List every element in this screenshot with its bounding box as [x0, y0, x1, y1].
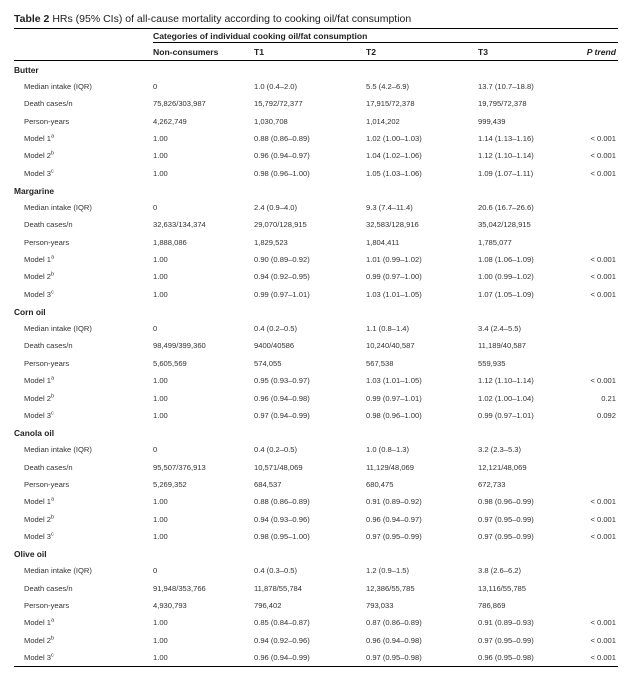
row-label-text: Death cases/n [24, 341, 73, 351]
footnote-marker: a [51, 254, 55, 261]
table-row [14, 95, 618, 112]
row-label [24, 653, 54, 662]
footnote-marker: b [51, 514, 55, 521]
row-label [24, 463, 73, 472]
cell-nonconsumers: 1.00 [153, 151, 168, 161]
table-title [14, 12, 618, 26]
cell-t3: 19,795/72,378 [478, 99, 527, 109]
row-label [24, 272, 54, 281]
cell-t1: 0.4 (0.2–0.5) [254, 445, 298, 455]
table-row [14, 355, 618, 372]
col-header-ptrend: P trend [586, 47, 616, 57]
footnote-marker: b [51, 150, 55, 157]
cell-t3: 0.97 (0.95–0.99) [478, 531, 534, 541]
group-header [14, 182, 618, 199]
row-label [24, 169, 54, 178]
footnote-marker: b [51, 392, 55, 399]
cell-t2: 5.5 (4.2–6.9) [366, 82, 410, 91]
row-label [24, 134, 54, 143]
row-label-text: Model 2 [24, 393, 52, 403]
footnote-marker: b [51, 271, 55, 278]
cell-ptrend: < 0.001 [590, 168, 616, 178]
cell-t1: 0.94 (0.92–0.96) [254, 635, 310, 645]
row-label-text: Model 1 [24, 497, 52, 507]
cell-t2: 0.91 (0.89–0.92) [366, 497, 422, 507]
cell-t2: 1,014,202 [366, 116, 400, 126]
row-label [24, 376, 54, 385]
cell-nonconsumers: 1.00 [153, 497, 168, 507]
cell-t1: 0.94 (0.92–0.95) [254, 272, 310, 282]
cell-t1: 0.96 (0.94–0.97) [254, 151, 310, 161]
header-category-row [14, 29, 618, 43]
cell-ptrend: 0.092 [596, 410, 616, 420]
table-row [14, 165, 618, 182]
footnote-marker: a [51, 496, 55, 503]
cell-t2: 567,538 [366, 358, 394, 368]
footnote-marker: c [51, 410, 54, 417]
row-label-text: Person-years [24, 600, 70, 610]
row-label [24, 584, 73, 593]
cell-t2: 1,804,411 [366, 237, 400, 247]
cell-nonconsumers: 1.00 [153, 514, 168, 524]
row-label-text: Model 2 [24, 514, 52, 524]
cell-t1: 0.4 (0.2–0.5) [254, 324, 298, 334]
cell-t1: 0.95 (0.93–0.97) [254, 376, 310, 386]
cell-t1: 574,055 [254, 358, 282, 368]
row-label-text: Death cases/n [24, 583, 73, 593]
group-name: Butter [14, 65, 39, 75]
cell-ptrend: < 0.001 [590, 531, 616, 541]
row-label [24, 203, 92, 212]
cell-ptrend: < 0.001 [590, 134, 616, 144]
cell-t3: 13,116/55,785 [478, 583, 526, 593]
cell-ptrend: < 0.001 [590, 151, 616, 161]
cell-t3: 999,439 [478, 116, 506, 126]
cell-nonconsumers: 91,948/353,766 [153, 583, 206, 593]
cell-t3: 0.97 (0.95–0.99) [478, 635, 534, 645]
row-label [24, 445, 92, 454]
cell-t1: 0.90 (0.89–0.92) [254, 255, 310, 265]
table-row [14, 130, 618, 147]
row-label [24, 82, 92, 91]
row-label [24, 618, 54, 627]
cell-nonconsumers: 75,826/303,987 [153, 99, 206, 109]
table-number: Table 2 [14, 13, 50, 25]
cell-t3: 1.12 (1.10–1.14) [478, 151, 534, 161]
row-label-text: Person-years [24, 358, 70, 368]
cell-t3: 0.97 (0.95–0.99) [478, 514, 534, 524]
table-row [14, 390, 618, 407]
cell-nonconsumers: 5,269,352 [153, 479, 187, 489]
cell-ptrend: < 0.001 [590, 652, 616, 662]
row-label-text: Death cases/n [24, 462, 73, 472]
cell-t1: 0.96 (0.94–0.98) [254, 393, 310, 403]
row-label-text: Model 3 [24, 289, 52, 299]
cell-t3: 1.08 (1.06–1.09) [478, 255, 534, 265]
row-label-text: Model 3 [24, 531, 52, 541]
cell-t2: 1.2 (0.9–1.5) [366, 566, 410, 576]
cell-t1: 1,829,523 [254, 237, 288, 247]
row-label-text: Model 3 [24, 410, 52, 420]
row-label [24, 220, 73, 229]
table-row [14, 614, 618, 631]
row-label-text: Model 2 [24, 635, 52, 645]
group-name: Olive oil [14, 549, 47, 560]
footnote-marker: a [51, 617, 55, 624]
cell-t1: 0.99 (0.97–1.01) [254, 289, 310, 299]
cell-nonconsumers: 1.00 [153, 255, 168, 265]
cell-t2: 0.96 (0.94–0.98) [366, 635, 422, 645]
group-header [14, 424, 618, 441]
col-header-t2: T2 [366, 47, 377, 57]
cell-t1: 684,537 [254, 479, 282, 489]
cell-nonconsumers: 1.00 [153, 635, 168, 645]
cell-nonconsumers: 0 [153, 324, 158, 334]
cell-t3: 1.02 (1.00–1.04) [478, 393, 534, 403]
footnote-marker: c [51, 652, 54, 659]
table-row [14, 337, 618, 354]
cell-t3: 0.96 (0.95–0.98) [478, 652, 534, 662]
cell-t1: 2.4 (0.9–4.0) [254, 203, 298, 213]
cell-t3: 0.99 (0.97–1.01) [478, 410, 534, 420]
cell-nonconsumers: 32,633/134,374 [153, 220, 206, 230]
row-label [24, 324, 92, 333]
cell-t3: 786,869 [478, 600, 506, 610]
row-label [24, 290, 54, 299]
table-row [14, 580, 618, 597]
cell-t1: 0.97 (0.94–0.99) [254, 410, 310, 420]
row-label-text: Model 1 [24, 618, 52, 628]
cell-t2: 1.01 (0.99–1.02) [366, 255, 422, 265]
cell-nonconsumers: 1.00 [153, 618, 168, 628]
group-header [14, 303, 618, 320]
table-row [14, 407, 618, 424]
table-row [14, 562, 618, 579]
cell-t3: 1.07 (1.05–1.09) [478, 289, 534, 299]
table-row [14, 597, 618, 614]
cell-nonconsumers: 1.00 [153, 134, 168, 144]
cell-nonconsumers: 0 [153, 566, 158, 576]
table-row [14, 113, 618, 130]
cell-t3: 35,042/128,915 [478, 220, 531, 230]
cell-t2: 0.87 (0.86–0.89) [366, 618, 422, 628]
row-label-text: Model 3 [24, 652, 52, 662]
cell-t2: 12,386/55,785 [366, 583, 415, 593]
table-caption: HRs (95% CIs) of all-cause mortality according to cooking oil/fat consumption [49, 13, 412, 25]
cell-t2: 1.02 (1.00–1.03) [366, 134, 422, 144]
footnote-marker: c [51, 531, 54, 538]
cell-t3: 1.00 (0.99–1.02) [478, 272, 534, 282]
cell-t3: 1,785,077 [478, 237, 512, 247]
table-row [14, 632, 618, 649]
cell-nonconsumers: 1.00 [153, 652, 168, 662]
cell-nonconsumers: 1.00 [153, 272, 168, 282]
row-label [24, 341, 73, 350]
footnote-marker: c [51, 168, 54, 175]
cell-t2: 10,240/40,587 [366, 341, 415, 351]
cell-t3: 1.14 (1.13–1.16) [478, 134, 534, 144]
row-label-text: Median intake (IQR) [24, 566, 92, 576]
bottom-rule [14, 666, 618, 667]
row-label-text: Model 1 [24, 376, 52, 386]
row-label [24, 636, 54, 645]
cell-ptrend: < 0.001 [590, 618, 616, 628]
table-row [14, 649, 618, 666]
cell-nonconsumers: 1.00 [153, 376, 168, 386]
cell-t3: 13.7 (10.7–18.8) [478, 82, 534, 91]
row-label [24, 480, 69, 489]
cell-t1: 9400/40586 [254, 341, 295, 351]
row-label-text: Median intake (IQR) [24, 203, 92, 213]
cell-t1: 15,792/72,377 [254, 99, 303, 109]
row-label-text: Model 2 [24, 272, 52, 282]
row-label-text: Median intake (IQR) [24, 445, 92, 455]
row-label-text: Person-years [24, 237, 70, 247]
row-label-text: Model 1 [24, 255, 52, 265]
row-label-text: Death cases/n [24, 99, 73, 109]
table-row [14, 268, 618, 285]
header-columns-row [14, 43, 618, 60]
cell-t1: 0.85 (0.84–0.87) [254, 618, 310, 628]
cell-t2: 0.97 (0.95–0.99) [366, 531, 422, 541]
table-row [14, 493, 618, 510]
cell-t3: 11,189/40,587 [478, 341, 526, 351]
cell-ptrend: < 0.001 [590, 376, 616, 386]
cell-nonconsumers: 1.00 [153, 410, 168, 420]
row-label-text: Model 2 [24, 151, 52, 161]
cell-nonconsumers: 0 [153, 203, 158, 213]
table-row [14, 286, 618, 303]
cell-ptrend: < 0.001 [590, 497, 616, 507]
cell-ptrend: < 0.001 [590, 635, 616, 645]
row-label-text: Person-years [24, 116, 70, 126]
cell-t2: 1.03 (1.01–1.05) [366, 289, 422, 299]
row-label [24, 532, 54, 541]
cell-t3: 3.4 (2.4–5.5) [478, 324, 522, 334]
cell-t2: 0.97 (0.95–0.98) [366, 652, 422, 662]
cell-t2: 0.96 (0.94–0.97) [366, 514, 422, 524]
cell-nonconsumers: 95,507/376,913 [153, 462, 206, 472]
cell-t2: 793,033 [366, 600, 394, 610]
table-row [14, 78, 618, 95]
cell-nonconsumers: 1,888,086 [153, 237, 187, 247]
cell-ptrend: < 0.001 [590, 289, 616, 299]
table-row [14, 511, 618, 528]
cell-ptrend: < 0.001 [590, 255, 616, 265]
cell-t2: 0.99 (0.97–1.00) [366, 272, 422, 282]
cell-t2: 680,475 [366, 479, 394, 489]
cell-t1: 0.98 (0.95–1.00) [254, 531, 310, 541]
cell-t1: 0.98 (0.96–1.00) [254, 168, 310, 178]
cell-t3: 559,935 [478, 358, 506, 368]
footnote-marker: b [51, 635, 55, 642]
cell-t2: 0.99 (0.97–1.01) [366, 393, 422, 403]
cell-t1: 1.0 (0.4–2.0) [254, 82, 298, 91]
cell-t3: 1.12 (1.10–1.14) [478, 376, 534, 386]
cell-t2: 32,583/128,916 [366, 220, 419, 230]
cell-nonconsumers: 4,262,749 [153, 116, 187, 126]
cell-t1: 11,878/55,784 [254, 583, 302, 593]
cell-nonconsumers: 4,930,793 [153, 600, 187, 610]
cell-t3: 1.09 (1.07–1.11) [478, 168, 534, 178]
row-label-text: Median intake (IQR) [24, 324, 92, 334]
cell-nonconsumers: 98,499/399,360 [153, 341, 206, 351]
table-row [14, 251, 618, 268]
row-label [24, 238, 69, 247]
cell-t1: 0.4 (0.3–0.5) [254, 566, 298, 576]
footnote-marker: c [51, 289, 54, 296]
cell-t2: 17,915/72,378 [366, 99, 415, 109]
cell-t1: 0.94 (0.93–0.96) [254, 514, 310, 524]
table-body [14, 61, 618, 666]
table-row [14, 459, 618, 476]
table-row [14, 528, 618, 545]
row-label [24, 117, 69, 126]
row-label [24, 601, 69, 610]
row-label-text: Person-years [24, 479, 70, 489]
cell-t3: 12,121/48,069 [478, 462, 527, 472]
table-row [14, 147, 618, 164]
cell-t2: 9.3 (7.4–11.4) [366, 203, 413, 213]
cell-nonconsumers: 1.00 [153, 531, 168, 541]
table-document [14, 12, 618, 667]
cell-nonconsumers: 1.00 [153, 168, 168, 178]
cell-t3: 20.6 (16.7–26.6) [478, 203, 534, 213]
cell-nonconsumers: 0 [153, 82, 158, 91]
cell-t1: 0.88 (0.86–0.89) [254, 134, 310, 144]
row-label [24, 255, 54, 264]
cell-t2: 11,129/48,069 [366, 462, 414, 472]
row-label-text: Model 3 [24, 168, 52, 178]
cell-t3: 0.91 (0.89–0.93) [478, 618, 534, 628]
table-row [14, 476, 618, 493]
cell-t2: 0.98 (0.96–1.00) [366, 410, 422, 420]
cell-t1: 29,070/128,915 [254, 220, 307, 230]
cell-ptrend: < 0.001 [590, 514, 616, 524]
row-label [24, 99, 73, 108]
row-label [24, 151, 54, 160]
table-row [14, 372, 618, 389]
table-row [14, 234, 618, 251]
cell-nonconsumers: 5,605,569 [153, 358, 187, 368]
row-label [24, 411, 54, 420]
group-header [14, 545, 618, 562]
col-header-t3: T3 [478, 47, 489, 57]
cell-ptrend: 0.21 [601, 393, 616, 403]
cell-nonconsumers: 0 [153, 445, 158, 455]
cell-t1: 0.96 (0.94–0.99) [254, 652, 310, 662]
cell-t3: 3.8 (2.6–6.2) [478, 566, 522, 576]
cell-t2: 1.04 (1.02–1.06) [366, 151, 422, 161]
cell-t1: 796,402 [254, 600, 282, 610]
category-header: Categories of individual cooking oil/fat consumption [153, 31, 368, 41]
cell-t2: 1.03 (1.01–1.05) [366, 376, 422, 386]
cell-t1: 0.88 (0.86–0.89) [254, 497, 310, 507]
cell-t2: 1.05 (1.03–1.06) [366, 168, 422, 178]
table-row [14, 216, 618, 233]
cell-nonconsumers: 1.00 [153, 289, 168, 299]
cell-t2: 1.0 (0.8–1.3) [366, 445, 410, 455]
row-label-text: Median intake (IQR) [24, 82, 92, 91]
row-label-text: Model 1 [24, 134, 52, 144]
row-label [24, 515, 54, 524]
col-header-nonconsumers: Non-consumers [153, 47, 219, 57]
row-label-text: Death cases/n [24, 220, 73, 230]
group-name: Corn oil [14, 307, 46, 318]
col-header-t1: T1 [254, 47, 265, 57]
table-row [14, 199, 618, 216]
row-label [24, 497, 54, 506]
cell-t3: 3.2 (2.3–5.3) [478, 445, 522, 455]
group-header [14, 61, 618, 78]
cell-nonconsumers: 1.00 [153, 393, 168, 403]
table-row [14, 320, 618, 337]
footnote-marker: a [51, 375, 55, 382]
cell-t1: 1,030,708 [254, 116, 288, 126]
group-name: Canola oil [14, 428, 55, 439]
group-name: Margarine [14, 186, 55, 197]
row-label [24, 394, 54, 403]
cell-t1: 10,571/48,069 [254, 462, 303, 472]
cell-t3: 0.98 (0.96–0.99) [478, 497, 534, 507]
footnote-marker: a [51, 133, 55, 140]
row-label [24, 359, 69, 368]
cell-t3: 672,733 [478, 479, 506, 489]
cell-ptrend: < 0.001 [590, 272, 616, 282]
row-label [24, 566, 92, 575]
table-row [14, 441, 618, 458]
cell-t2: 1.1 (0.8–1.4) [366, 324, 410, 334]
